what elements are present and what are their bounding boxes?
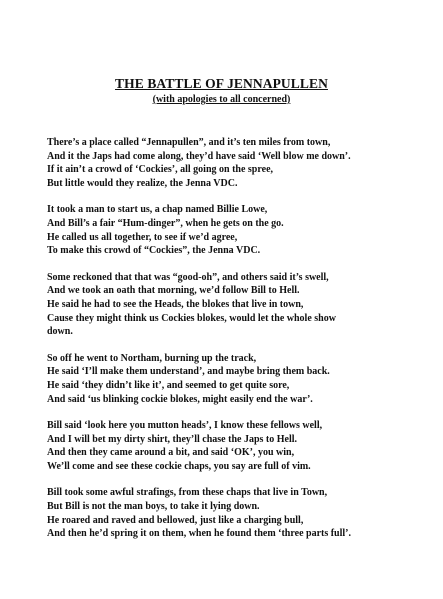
poem-line: It took a man to start us, a chap named Billie Lowe, [47,204,268,216]
poem-line: But little would they realize, the Jenna VDC. [47,177,238,189]
poem-line: And it the Japs had come along, they’d have said ‘Well blow me down’. [47,150,351,162]
poem-line: And then he’d spring it on them, when he found them ‘three parts full’. [47,528,352,540]
poem-line: If it ain’t a crowd of ‘Cockies’, all going on the spree, [47,164,274,176]
poem-line: And we took an oath that morning, we’d follow Bill to Hell. [47,285,300,297]
poem-line: And then they came around a bit, and said ‘OK’, you win, [47,447,295,459]
poem-line: He roared and raved and bellowed, just like a charging bull, [47,514,304,526]
poem-line: And said ‘us blinking cockie blokes, might easily end the war’. [47,393,313,405]
poem-line: He said ‘they didn’t like it’, and seemed to get quite sore, [47,379,290,391]
poem-line: Some reckoned that that was “good-oh”, and others said it’s swell, [47,271,329,283]
poem-line: There’s a place called “Jennapullen”, and it’s ten miles from town, [47,137,331,148]
poem-line: But Bill is not the man boys, to take it lying down. [47,501,260,513]
poem-body [47,136,437,554]
poem-line: He called us all together, to see if we’d agree, [47,231,238,243]
poem-line: Cause they might think us Cockies blokes, would let the whole show [47,312,336,324]
document-subtitle: (with apologies to all concerned) [152,94,291,105]
poem-line: To make this crowd of “Cockies”, the Jenna VDC. [47,245,261,257]
poem-line: So off he went to Northam, burning up the track, [47,352,257,364]
poem-line: And I will bet my dirty shirt, they’ll chase the Japs to Hell. [47,433,297,445]
stanza-6 [47,486,437,540]
stanza-2 [47,203,437,257]
document-title: THE BATTLE OF JENNAPULLEN [115,76,328,91]
poem-line: And Bill’s a fair “Hum-dinger”, when he gets on the go. [47,217,284,229]
stanza-4 [47,352,437,406]
poem-line: We’ll come and see these cockie chaps, you say are full of vim. [47,460,311,472]
poem-line: Bill said ‘look here you mutton heads’, I know these fellows well, [47,420,323,432]
poem-line: He said ‘I’ll make them understand’, and maybe bring them back. [47,366,330,378]
poem-line: He said he had to see the Heads, the blokes that live in town, [47,298,304,310]
stanza-5 [47,419,437,473]
poem-line: Bill took some awful strafings, from these chaps that live in Town, [47,487,328,499]
poem-line: down. [47,326,73,338]
stanza-3 [47,271,437,339]
stanza-1 [47,136,437,190]
